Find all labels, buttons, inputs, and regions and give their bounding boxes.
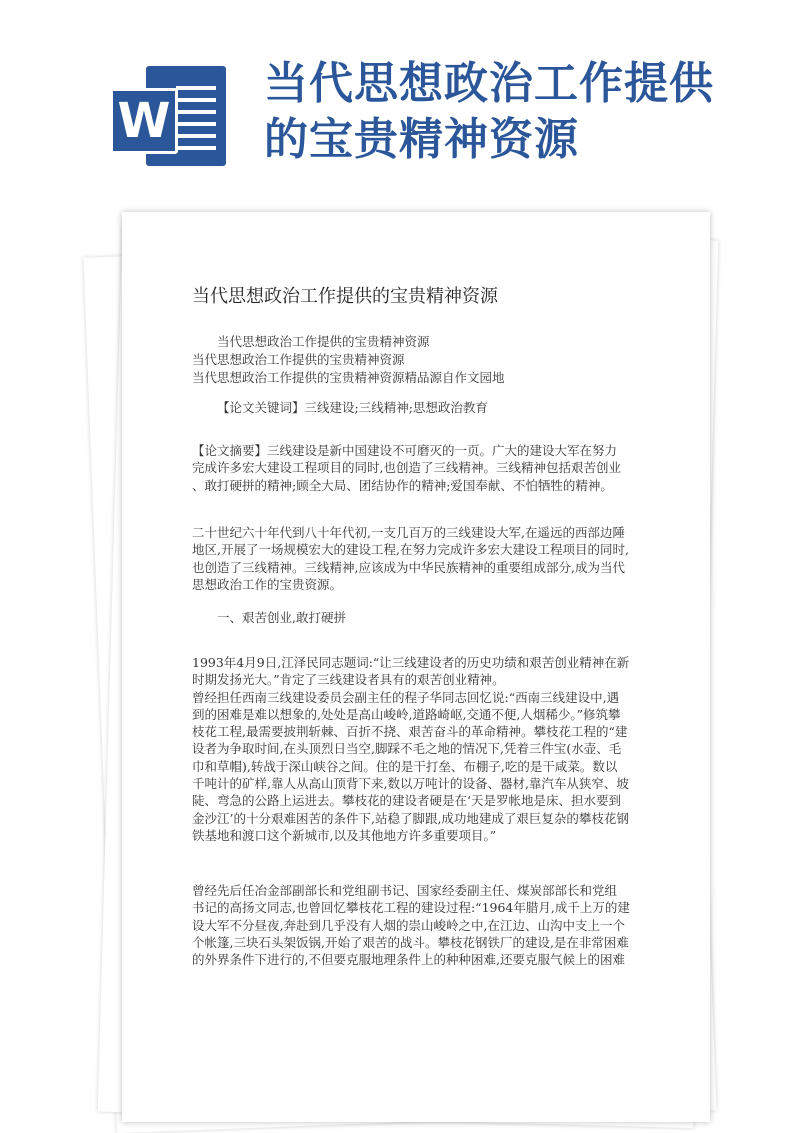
banner-title-line: 的宝贵精神资源 xyxy=(264,114,579,165)
intro-paragraph xyxy=(192,524,638,593)
text-line: 时期发扬光大。”肯定了三线建设者具有的艰苦创业精神。 xyxy=(192,672,505,688)
text-line: 也创造了三线精神。三线精神,应该成为中华民族精神的重要组成部分,成为当代 xyxy=(192,559,625,575)
text-line-icon xyxy=(176,86,216,90)
text-line: 的外界条件下进行的,不但要克服地理条件上的种种困难,还要克服气候上的困难 xyxy=(192,952,625,968)
text-line-icon xyxy=(176,146,216,150)
text-line: 1993年4月9日,江泽民同志题词:“让三线建设者的历史功绩和艰苦创业精神在新 xyxy=(192,655,630,670)
text-line: 曾经担任西南三线建设委员会副主任的程子华同志回忆说:“西南三线建设中,遇 xyxy=(192,689,620,705)
text-line: 思想政治工作的宝贵资源。 xyxy=(192,576,343,592)
body-paragraph xyxy=(192,882,638,968)
text-line: 铁基地和渡口这个新城市,以及其他地方许多重要项目。” xyxy=(192,827,497,843)
banner-title-line: 当代思想政治工作提供 xyxy=(264,58,714,109)
text-line: 个帐篷,三块石头架饭锅,开始了艰苦的战斗。攀枝花钢铁厂的建设,是在非常困难 xyxy=(192,934,629,950)
text-line: 曾经先后任冶金部副部长和党组副书记、国家经委副主任、煤炭部部长和党组 xyxy=(192,883,618,898)
text-line: 【论文摘要】三线建设是新中国建设不可磨灭的一页。广大的建设大军在努力 xyxy=(192,443,618,458)
text-line: 、敢打硬拼的精神;顾全大局、团结协作的精神;爱国奉献、不怕牺牲的精神。 xyxy=(192,477,613,493)
section-heading: 一、艰苦创业,敢打硬拼 xyxy=(217,610,346,625)
subtitle-line: 当代思想政治工作提供的宝贵精神资源 xyxy=(217,334,430,349)
text-line: 书记的高扬文同志,也曾回忆攀枝花工程的建设过程:“1964年腊月,成千上万的建 xyxy=(192,900,630,916)
subtitle-line: 当代思想政治工作提供的宝贵精神资源 xyxy=(192,352,405,367)
text-line: 千吨计的矿样,靠人从高山顶背下来,数以万吨计的设备、器材,靠汽车从狭窄、坡 xyxy=(192,776,629,792)
document-page xyxy=(122,212,710,1122)
text-line: 到的困难是难以想象的,处处是高山峻岭,道路崎岖,交通不便,人烟稀少。”修筑攀 xyxy=(192,706,621,722)
text-line: 设大军不分昼夜,奔赴到几乎没有人烟的崇山峻岭之中,在江边、山沟中支上一个 xyxy=(192,917,625,933)
banner-title xyxy=(264,56,784,168)
keywords: 【论文关键词】三线建设;三线精神;思想政治教育 xyxy=(217,400,488,415)
text-line: 完成许多宏大建设工程项目的同时,也创造了三线精神。三线精神包括艰苦创业 xyxy=(192,460,621,476)
text-line: 巾和草帽),转战于深山峡谷之间。住的是干打垒、布棚子,吃的是干咸菜。数以 xyxy=(192,758,618,774)
word-document-icon xyxy=(110,66,226,166)
text-line: 地区,开展了一场规模宏大的建设工程,在努力完成许多宏大建设工程项目的同时, xyxy=(192,542,629,558)
text-line-icon xyxy=(176,134,216,138)
body-paragraph xyxy=(192,654,638,844)
text-line: 二十世纪六十年代到八十年代初,一支几百万的三线建设大军,在遥远的西部边陲 xyxy=(192,525,625,540)
subtitle-line: 当代思想政治工作提供的宝贵精神资源精品源自作文园地 xyxy=(192,370,505,385)
text-line: 设者为争取时间,在头顶烈日当空,脚踩不毛之地的情况下,凭着三件宝(水壶、毛 xyxy=(192,741,622,757)
text-line-icon xyxy=(176,98,216,102)
word-logo-tile: W xyxy=(110,88,178,154)
text-line-icon xyxy=(176,110,216,114)
banner xyxy=(0,0,800,200)
text-line-icon xyxy=(176,122,216,126)
document-title: 当代思想政治工作提供的宝贵精神资源 xyxy=(192,286,498,307)
abstract-paragraph xyxy=(192,442,638,494)
text-line: 陡、弯急的公路上运进去。攀枝花的建设者硬是在‘天是罗帐地是床、担水要到 xyxy=(192,793,621,809)
text-line: 枝花工程,最需要披荆斩棘、百折不挠、艰苦奋斗的革命精神。攀枝花工程的“建 xyxy=(192,724,628,740)
text-line: 金沙江’的十分艰难困苦的条件下,站稳了脚跟,成功地建成了艰巨复杂的攀枝花钢 xyxy=(192,810,629,826)
